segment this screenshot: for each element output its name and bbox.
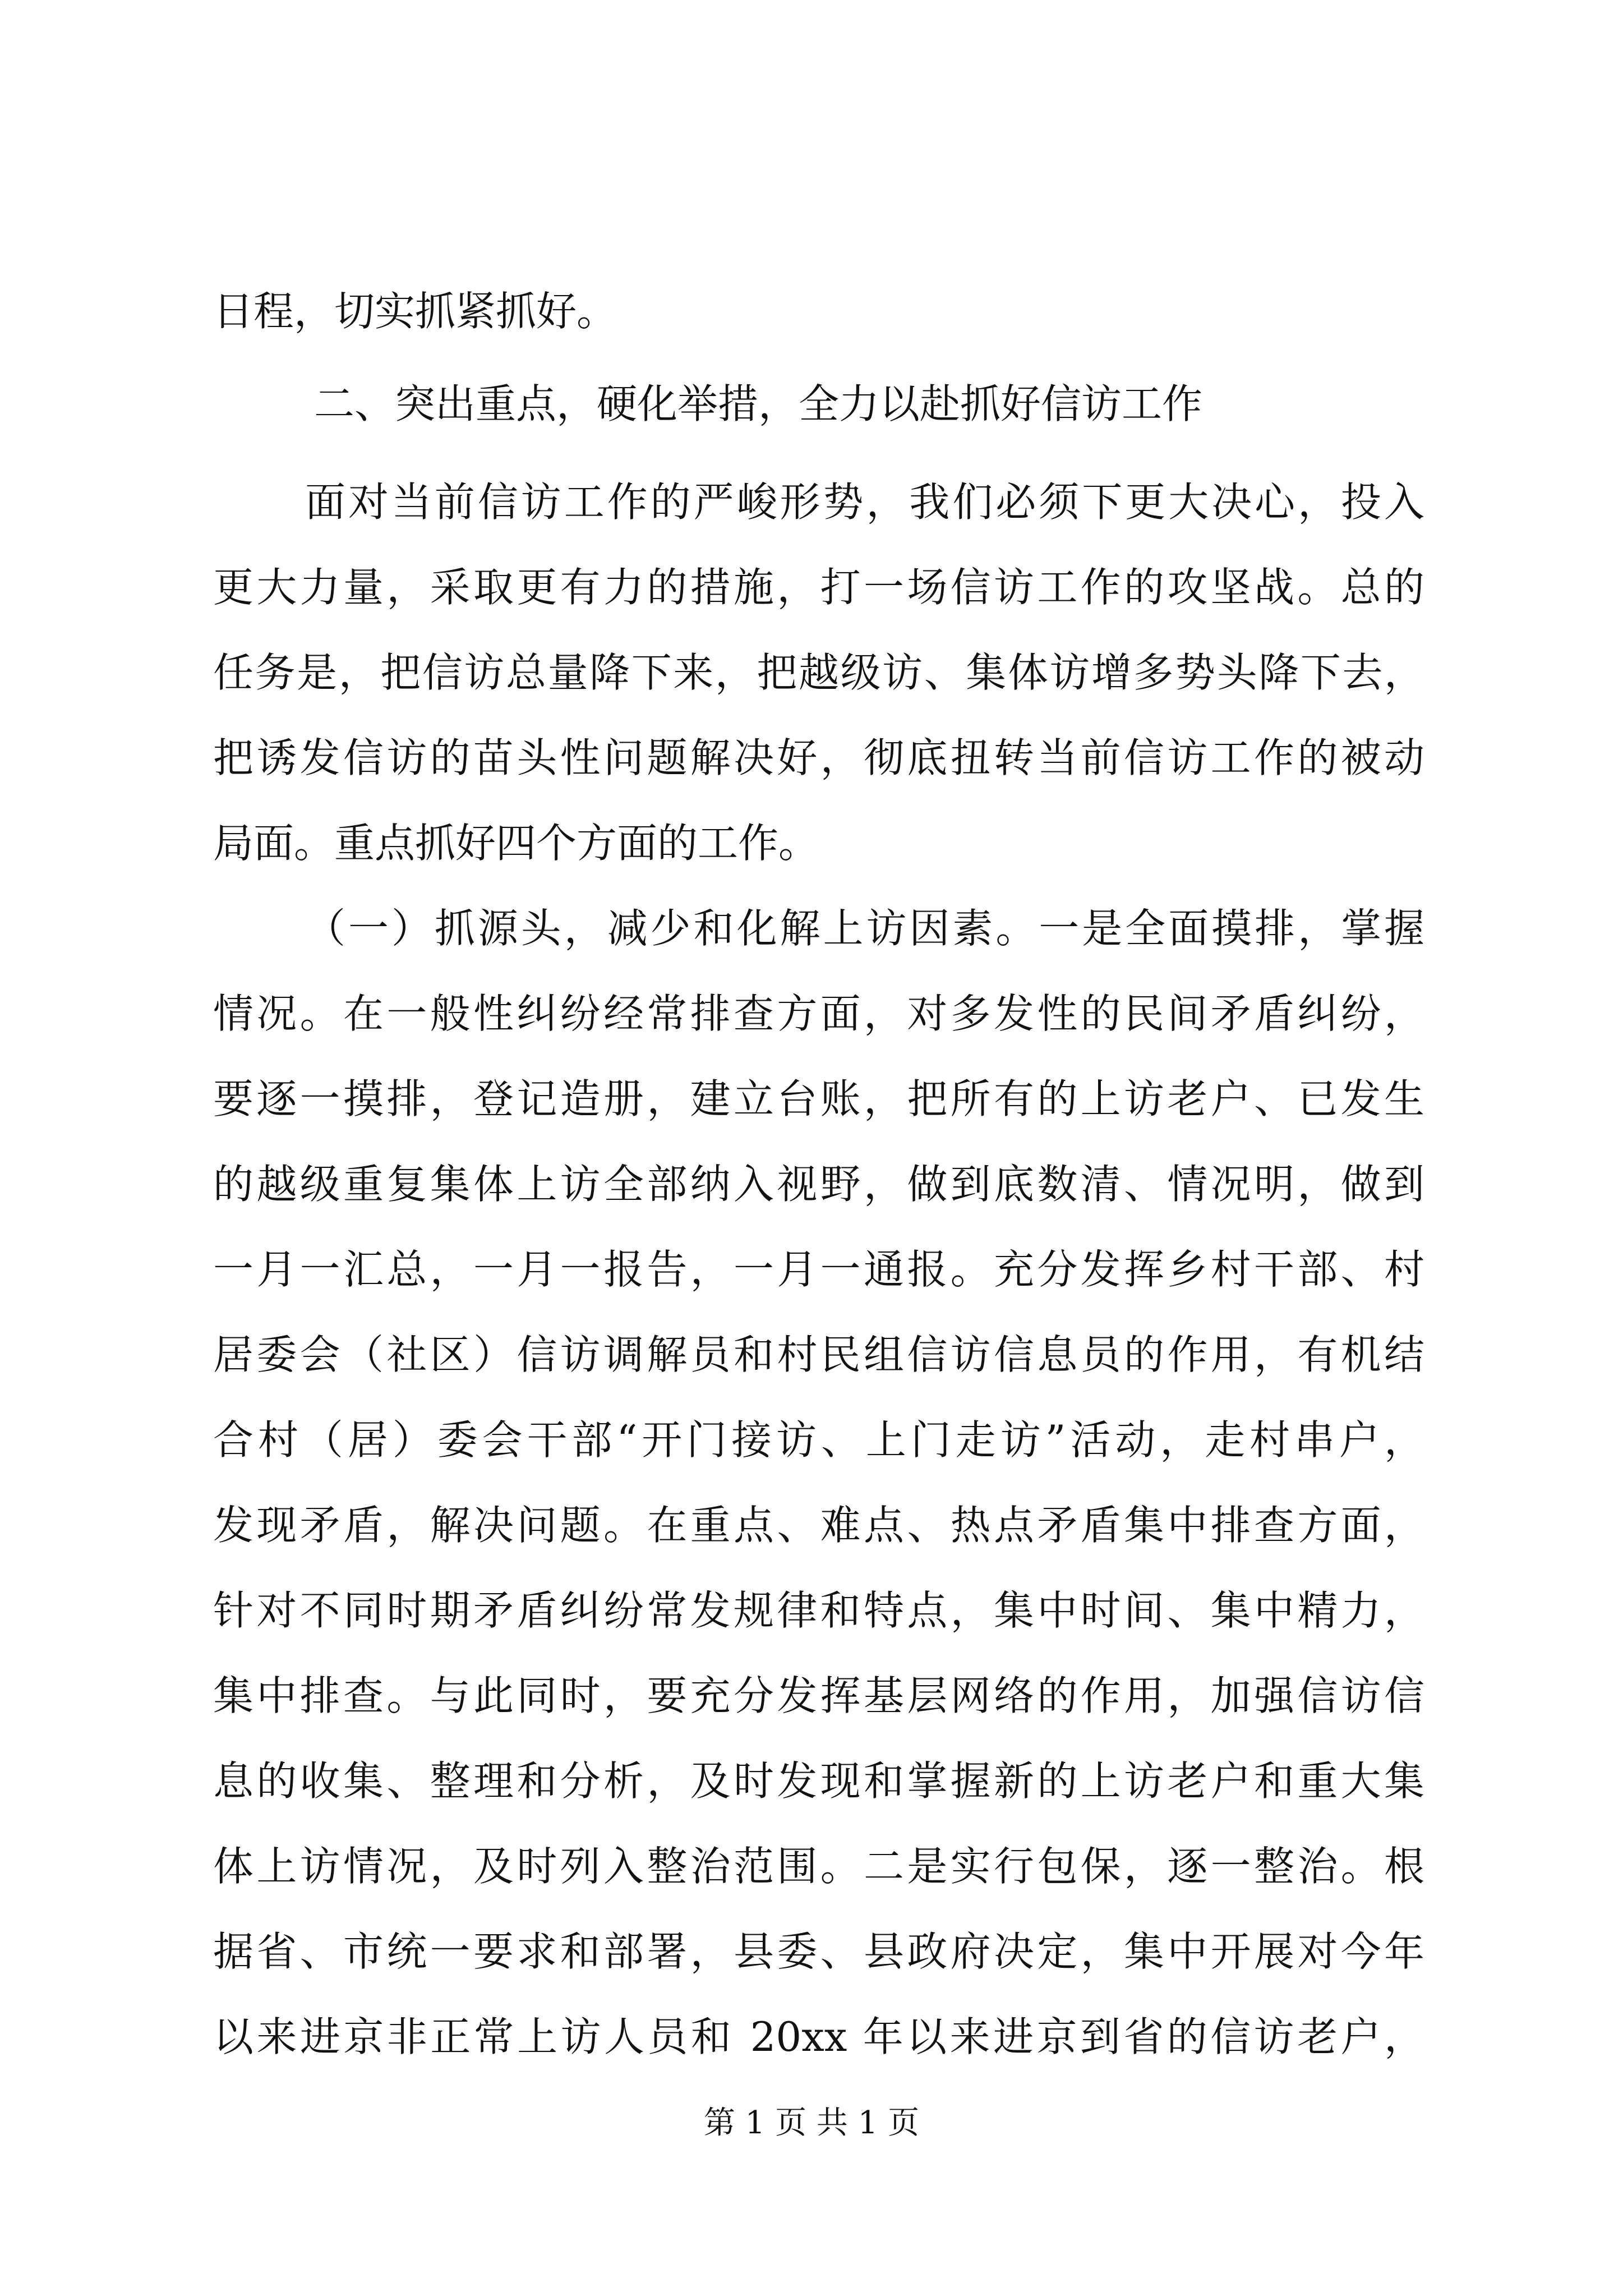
text-line-21: 以来进京非正常上访人员和 20xx 年以来进京到省的信访老户， [213, 2013, 1424, 2060]
text-line-11: 的越级重复集体上访全部纳入视野，做到底数清、情况明，做到 [213, 1161, 1424, 1208]
text-line-12: 一月一汇总，一月一报告，一月一通报。充分发挥乡村干部、村 [213, 1246, 1424, 1293]
subsection-line-1: （一）抓源头，减少和化解上访因素。一是全面摸排，掌握 [305, 905, 1424, 952]
page-number-footer: 第 1 页 共 1 页 [703, 2105, 920, 2141]
text-line-9: 情况。在一般性纠纷经常排查方面，对多发性的民间矛盾纠纷， [213, 990, 1424, 1037]
text-line-18: 息的收集、整理和分析，及时发现和掌握新的上访老户和重大集 [213, 1757, 1424, 1805]
text-line-3: 面对当前信访工作的严峻形势，我们必须下更大决心，投入 [305, 478, 1424, 526]
text-line-6: 把诱发信访的苗头性问题解决好，彻底扭转当前信访工作的被动 [213, 734, 1424, 781]
text-line-15: 发现矛盾，解决问题。在重点、难点、热点矛盾集中排查方面， [213, 1502, 1424, 1549]
section-heading: 二、突出重点，硬化举措，全力以赴抓好信访工作 [314, 380, 1203, 427]
text-line-17: 集中排查。与此同时，要充分发挥基层网络的作用，加强信访信 [213, 1672, 1424, 1719]
text-line-16: 针对不同时期矛盾纠纷常发规律和特点，集中时间、集中精力， [213, 1587, 1424, 1634]
text-line-10: 要逐一摸排，登记造册，建立台账，把所有的上访老户、已发生 [213, 1075, 1424, 1122]
text-line-7: 局面。重点抓好四个方面的工作。 [213, 820, 819, 867]
text-line-13: 居委会（社区）信访调解员和村民组信访信息员的作用，有机结 [213, 1331, 1424, 1378]
text-line-4: 更大力量，采取更有力的措施，打一场信访工作的攻坚战。总的 [213, 564, 1424, 611]
text-line-5: 任务是，把信访总量降下来，把越级访、集体访增多势头降下去， [213, 649, 1424, 696]
text-line-19: 体上访情况，及时列入整治范围。二是实行包保，逐一整治。根 [213, 1843, 1424, 1890]
text-line-20: 据省、市统一要求和部署，县委、县政府决定，集中开展对今年 [213, 1928, 1424, 1975]
text-line-14: 合村（居）委会干部“开门接访、上门走访”活动，走村串户， [213, 1416, 1424, 1464]
text-line-1: 日程，切实抓紧抓好。 [213, 288, 617, 335]
